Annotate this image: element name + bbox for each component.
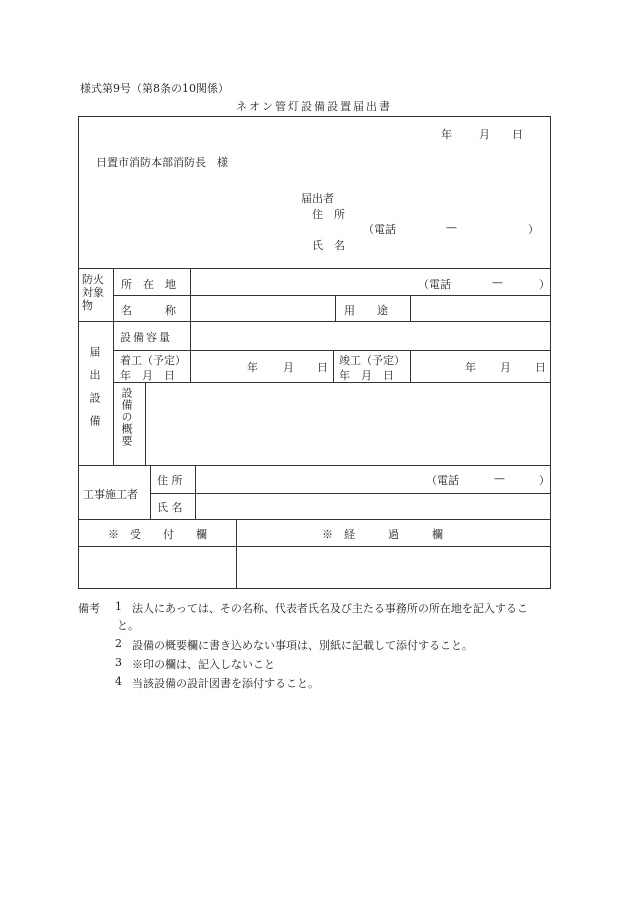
target-phone-close: ）: [539, 278, 550, 291]
target-location-label: 所 在 地: [121, 278, 176, 291]
note-text: ※印の欄は、記入しないこと: [132, 658, 275, 671]
applicant-phone-dash: —: [446, 221, 457, 234]
date-month: 月: [479, 128, 490, 141]
rule: [333, 350, 334, 382]
rule: [113, 268, 114, 465]
note-number: 1: [115, 600, 122, 613]
rule: [150, 465, 151, 519]
overview-label: 設備の概要: [120, 387, 133, 447]
frame-bottom: [78, 588, 551, 589]
form-number: 様式第9号（第8条の10関係）: [80, 82, 229, 95]
rule: [150, 493, 551, 494]
start-day: 日: [317, 361, 328, 374]
note-number: 3: [115, 656, 122, 669]
note-text: 設備の概要欄に書き込めない事項は、別紙に記載して添付すること。: [132, 639, 473, 652]
target-phone-open: （電話: [418, 278, 451, 291]
contractor-name-label: 氏 名: [157, 501, 183, 514]
rule: [78, 546, 551, 547]
start-label: 着工（予定）: [120, 354, 186, 367]
target-group-label: 防火対象物: [82, 273, 104, 312]
target-use-label: 用 途: [344, 304, 388, 317]
rule: [113, 350, 551, 351]
contractor-phone-close: ）: [539, 474, 550, 487]
equipment-capacity-label: 設備容量: [120, 331, 172, 344]
note-number: 4: [115, 675, 122, 688]
rule: [78, 268, 551, 269]
rule: [113, 295, 551, 296]
frame-top: [78, 116, 551, 117]
form-title: ネオン管灯設備設置届出書: [236, 100, 392, 113]
addressee: 日置市消防本部消防長 様: [96, 156, 228, 169]
contractor-label: 工事施工者: [83, 488, 138, 501]
rule: [195, 465, 196, 519]
date-year: 年: [441, 128, 452, 141]
applicant-address-label: 住 所: [312, 208, 345, 221]
applicant-label: 届出者: [301, 192, 334, 205]
rule: [78, 321, 551, 322]
contractor-phone-open: （電話: [426, 474, 459, 487]
rule: [145, 382, 146, 465]
complete-month: 月: [500, 361, 511, 374]
contractor-phone-dash: —: [494, 472, 505, 485]
rule: [78, 519, 551, 520]
start-date-label: 年 月 日: [120, 369, 175, 382]
contractor-address-label: 住 所: [157, 474, 183, 487]
rule: [78, 465, 551, 466]
receipt-label: ※ 受 付 欄: [108, 528, 207, 541]
note-text: 当該設備の設計図書を添付すること。: [132, 677, 319, 690]
rule: [410, 295, 411, 321]
rule: [236, 519, 237, 589]
date-day: 日: [512, 128, 523, 141]
complete-year: 年: [465, 361, 476, 374]
start-year: 年: [247, 361, 258, 374]
note-text: と。: [117, 619, 139, 632]
target-phone-dash: —: [492, 276, 503, 289]
rule: [410, 350, 411, 382]
rule: [113, 382, 551, 383]
rule: [190, 268, 191, 382]
target-name-label: 名 称: [121, 304, 176, 317]
applicant-phone-close: ）: [528, 223, 539, 236]
notes-label: 備考: [78, 602, 100, 615]
applicant-name-label: 氏 名: [312, 239, 345, 252]
start-month: 月: [283, 361, 294, 374]
rule: [335, 295, 336, 321]
complete-date-label: 年 月 日: [339, 369, 394, 382]
note-text: 法人にあっては、その名称、代表者氏名及び主たる事務所の所在地を記入するこ: [132, 602, 528, 615]
equipment-group-label: 届出設備: [88, 346, 101, 438]
complete-day: 日: [535, 361, 546, 374]
complete-label: 竣工（予定）: [339, 354, 405, 367]
applicant-phone-open: （電話: [363, 223, 396, 236]
note-number: 2: [115, 637, 122, 650]
progress-label: ※ 経 過 欄: [322, 528, 443, 541]
